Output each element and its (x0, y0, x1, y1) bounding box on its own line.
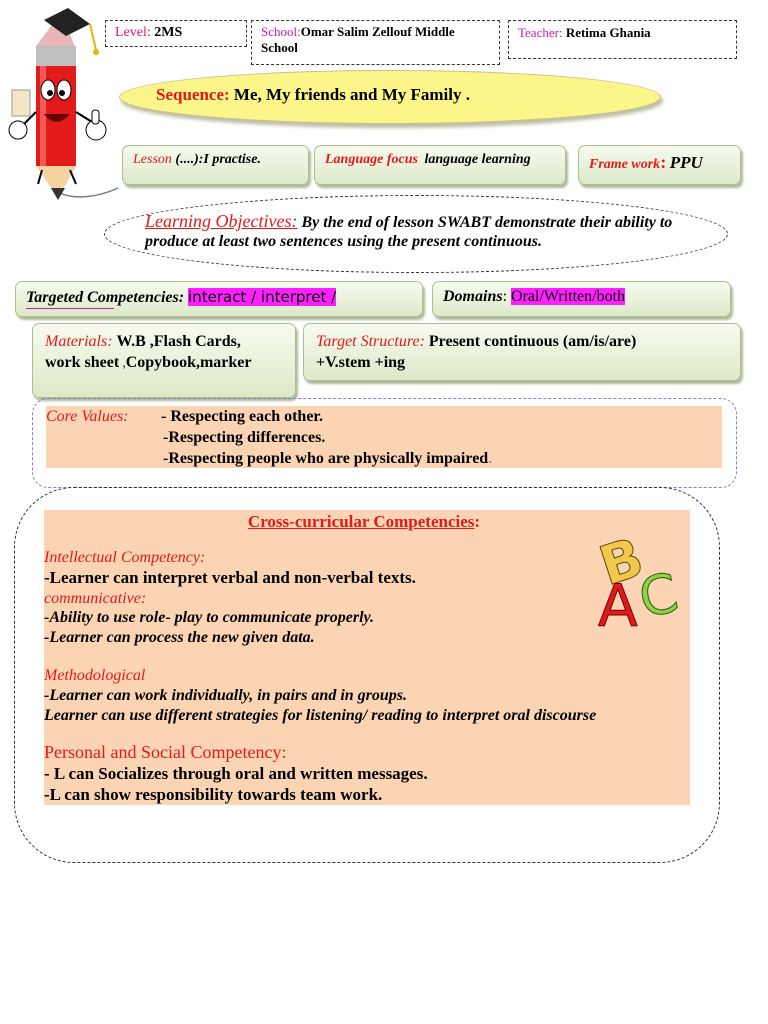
domains-box (432, 281, 731, 317)
core-value-3 (163, 450, 492, 468)
domains-colon: : (502, 288, 508, 305)
personal-heading: Personal and Social Competency: (44, 742, 287, 762)
school-value: Omar Salim Zellouf Middle School (261, 24, 455, 55)
frame-work-value: PPU (669, 153, 703, 172)
letter-c: C (633, 560, 684, 630)
materials-line2-c: Copybook,marker (125, 354, 252, 371)
letter-a: A (598, 572, 638, 630)
methodological-item-2: Learner can use different strategies for listening/ reading to interpret oral discourse (44, 707, 597, 724)
lesson-label: Lesson (133, 152, 172, 167)
methodological-heading: Methodological (44, 667, 146, 684)
core-value-2: -Respecting differences. (163, 429, 326, 446)
personal-item-2: -L can show responsibility towards team work. (44, 785, 383, 804)
domains-value: Oral/Written/both (511, 288, 626, 305)
personal-item-1: - L can Socializes through oral and written messages. (44, 764, 428, 783)
cross-title (44, 512, 684, 532)
core-values-label: Core Values: (46, 408, 129, 425)
target-structure-line1: Present continuous (am/is/are) (428, 333, 637, 350)
materials-label: Materials: (45, 333, 113, 350)
intellectual-heading: Intellectual Competency: (44, 549, 206, 566)
competencies-box (15, 281, 423, 317)
abc-letters-icon (598, 518, 694, 630)
language-focus-box (314, 145, 566, 185)
letter-b: B (598, 525, 651, 599)
target-structure-box (303, 323, 741, 381)
core-values-box (46, 406, 722, 468)
core-value-3-text: -Respecting people who are physically impaired (163, 450, 489, 467)
teacher-value: Retima Ghania (565, 25, 651, 40)
language-focus-label: Language focus (325, 152, 418, 167)
materials-line2-b: , (119, 355, 126, 370)
intellectual-text: -Learner can interpret verbal and non-verbal texts. (44, 568, 416, 587)
core-value-3-trailing: . (488, 450, 493, 467)
cross-title-text: Cross-curricular Competencies (247, 512, 475, 531)
core-value-1: - Respecting each other. (161, 408, 324, 425)
level-box (105, 20, 247, 47)
sequence-value: Me, My friends and My Family . (233, 85, 471, 104)
frame-work-colon: : (660, 152, 667, 172)
lesson-value: (....):I practise. (175, 152, 261, 167)
level-value: 2MS (154, 25, 183, 40)
frame-work-box (578, 145, 741, 185)
level-label: Level: (115, 25, 151, 40)
domains-label: Domains (443, 288, 503, 305)
frame-work-label: Frame work (589, 157, 661, 172)
sequence-label: Sequence: (156, 85, 230, 104)
communicative-item-2: -Learner can process the new given data. (44, 629, 315, 646)
language-focus-value: language learning (424, 152, 531, 167)
learning-objectives-box (104, 195, 728, 273)
objectives-label: Learning Objectives: (145, 211, 298, 231)
competencies-underline (26, 308, 114, 309)
cross-title-colon: : (474, 512, 481, 531)
communicative-item-1: -Ability to use role- play to communicate properly. (44, 609, 375, 626)
materials-line2-a: work sheet (45, 354, 120, 371)
competencies-label: Targeted Competencies: (26, 289, 185, 306)
teacher-label: Teacher: (518, 25, 563, 40)
target-structure-line2: +V.stem +ing (316, 354, 406, 371)
school-box (251, 20, 500, 65)
materials-line1: W.B ,Flash Cards, (116, 333, 241, 350)
lesson-box (122, 145, 309, 185)
target-structure-label: Target Structure: (316, 333, 425, 350)
teacher-box (508, 20, 737, 59)
objectives-text: By the end of lesson SWABT demonstrate their ability to produce at least two sentences using the present continuous. (145, 214, 673, 250)
communicative-heading: communicative: (44, 590, 147, 607)
school-label: School: (261, 24, 301, 39)
materials-box (32, 323, 296, 398)
cross-curricular-box (44, 510, 690, 805)
sequence-banner (119, 70, 661, 124)
competencies-value: interact / interpret / (188, 288, 337, 306)
methodological-item-1: -Learner can work individually, in pairs and in groups. (44, 687, 408, 704)
